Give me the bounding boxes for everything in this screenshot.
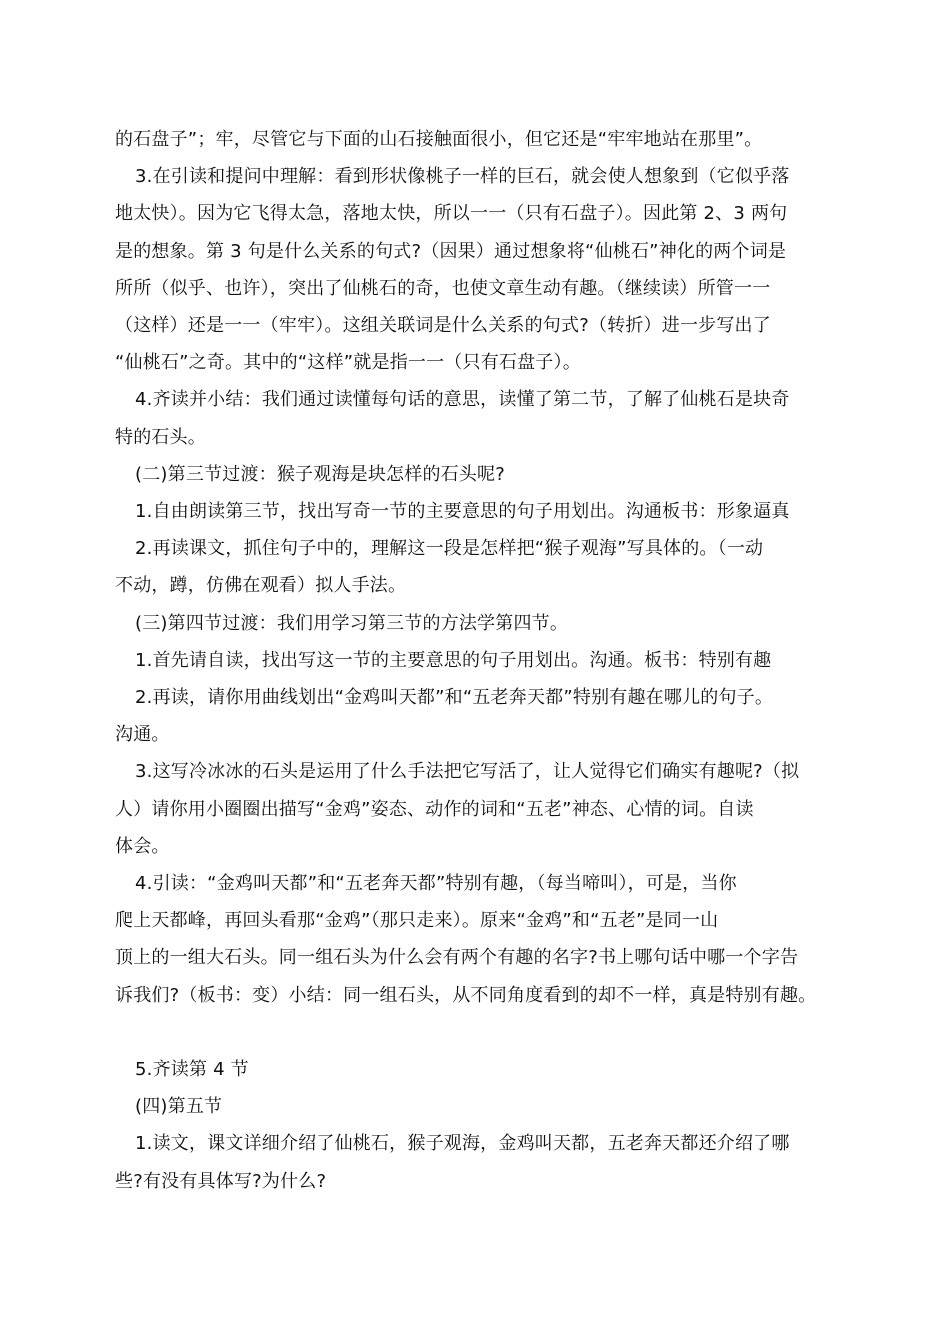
text-line: (三)第四节过渡：我们用学习第三节的方法学第四节。 bbox=[135, 612, 569, 634]
text-line: 4.齐读并小结：我们通过读懂每句话的意思，读懂了第二节，了解了仙桃石是块奇 bbox=[135, 389, 790, 411]
text-line: 的石盘子”；牢，尽管它与下面的山石接触面很小，但它还是“牢牢地站在那里”。 bbox=[115, 129, 763, 150]
text-line: 体会。 bbox=[115, 835, 170, 857]
text-line: 不动，蹲，仿佛在观看）拟人手法。 bbox=[115, 575, 407, 597]
text-line: 沟通。 bbox=[115, 724, 170, 746]
blank-line bbox=[115, 1014, 855, 1051]
text-line: 4.引读：“金鸡叫天都”和“五老奔天都”特别有趣，（每当啼叫），可是，当你 bbox=[135, 873, 737, 895]
text-line: 地太快）。因为它飞得太急，落地太快，所以一一（只有石盘子）。因此第 2、3 两句 bbox=[115, 203, 788, 225]
text-line: (四)第五节 bbox=[135, 1096, 223, 1118]
text-line: 1.首先请自读，找出写这一节的主要意思的句子用划出。沟通。板书：特别有趣 bbox=[135, 649, 772, 671]
text-line: (二)第三节过渡：猴子观海是块怎样的石头呢? bbox=[135, 463, 505, 485]
text-line: 特的石头。 bbox=[115, 426, 206, 448]
text-line: 5.齐读第 4 节 bbox=[135, 1059, 249, 1081]
text-line: 1.自由朗读第三节，找出写奇一节的主要意思的句子用划出。沟通板书：形象逼真 bbox=[135, 501, 790, 523]
text-line: 2.再读课文，抓住句子中的，理解这一段是怎样把“猴子观海”写具体的。（一动 bbox=[135, 538, 764, 560]
text-line: “仙桃石”之奇。其中的“这样”就是指一一（只有石盘子）。 bbox=[115, 352, 581, 374]
text-line: 所所（似乎、也许），突出了仙桃石的奇，也使文章生动有趣。（继续读）所管一一 bbox=[115, 277, 771, 299]
text-line: 诉我们?（板书：变）小结：同一组石头，从不同角度看到的却不一样，真是特别有趣。 bbox=[115, 984, 817, 1006]
document-page bbox=[115, 121, 855, 1200]
text-line: 些?有没有具体写?为什么? bbox=[115, 1170, 327, 1192]
text-line: （这样）还是一一（牢牢）。这组关联词是什么关系的句式?（转折）进一步写出了 bbox=[115, 315, 771, 337]
text-line: 1.读文，课文详细介绍了仙桃石，猴子观海，金鸡叫天都，五老奔天都还介绍了哪 bbox=[135, 1133, 790, 1155]
text-line: 人）请你用小圈圈出描写“金鸡”姿态、动作的词和“五老”神态、心情的词。自读 bbox=[115, 798, 754, 820]
text-line: 3.这写冷冰冰的石头是运用了什么手法把它写活了，让人觉得它们确实有趣呢?（拟 bbox=[135, 761, 800, 783]
text-line: 是的想象。第 3 句是什么关系的句式?（因果）通过想象将“仙桃石”神化的两个词是 bbox=[115, 240, 787, 262]
text-line: 爬上天都峰，再回头看那“金鸡”（那只走来）。原来“金鸡”和“五老”是同一山 bbox=[115, 910, 719, 932]
text-line: 2.再读，请你用曲线划出“金鸡叫天都”和“五老奔天都”特别有趣在哪儿的句子。 bbox=[135, 687, 774, 709]
text-line: 顶上的一组大石头。同一组石头为什么会有两个有趣的名字?书上哪句话中哪一个字告 bbox=[115, 947, 799, 969]
text-line: 3.在引读和提问中理解：看到形状像桃子一样的巨石，就会使人想象到（它似乎落 bbox=[135, 166, 790, 188]
